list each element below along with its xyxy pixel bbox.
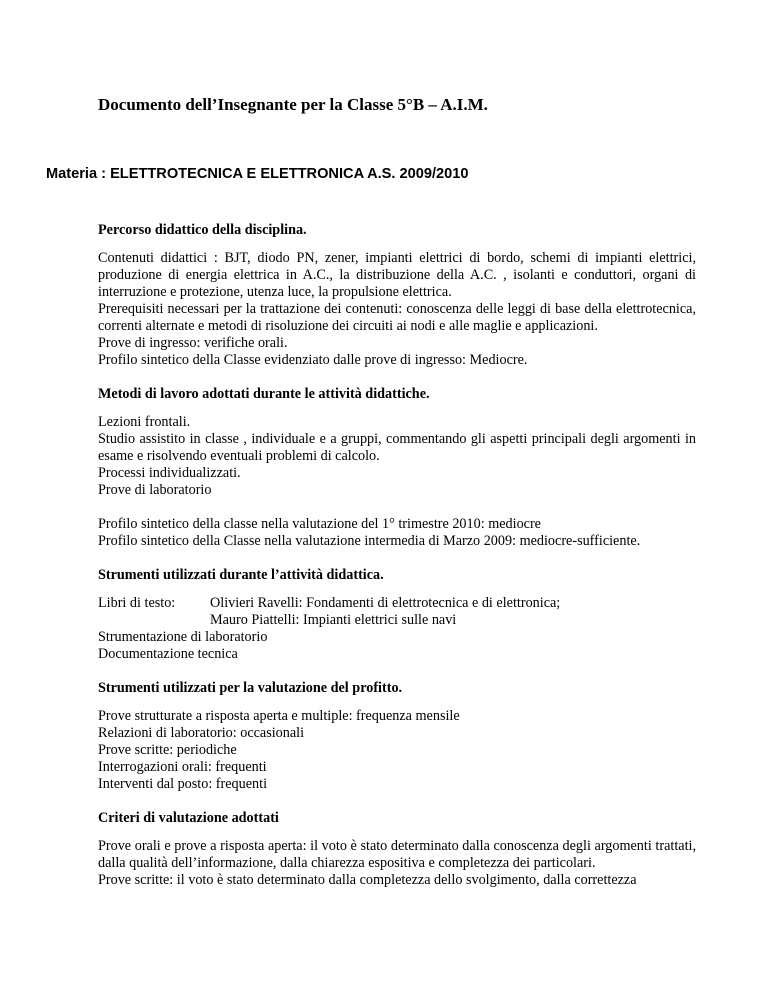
textbooks-block — [98, 595, 696, 629]
profilo-intermedia-line: Profilo sintetico della Classe nella valutazione intermedia di Marzo 2009: mediocre-sufficiente. — [98, 533, 641, 549]
documentazione-line: Documentazione tecnica — [98, 646, 238, 662]
prove-ingresso-line: Prove di ingresso: verifiche orali. — [98, 335, 288, 351]
section-valutazione — [98, 680, 696, 793]
lezioni-line: Lezioni frontali. — [98, 414, 191, 430]
textbook-item: Olivieri Ravelli: Fondamenti di elettrotecnica e di elettronica; — [210, 595, 561, 611]
document-body — [98, 222, 696, 889]
section-criteri — [98, 810, 696, 889]
valutazione-item: Prove strutturate a risposta aperta e multiple: frequenza mensile — [98, 708, 460, 724]
valutazione-item: Interventi dal posto: frequenti — [98, 776, 268, 792]
profilo-trimestre-line: Profilo sintetico della classe nella valutazione del 1° trimestre 2010: mediocre — [98, 516, 541, 532]
document-title: Documento dell’Insegnante per la Classe 5°B – A.I.M. — [98, 95, 488, 114]
section-strumenti — [98, 567, 696, 663]
section-percorso — [98, 222, 696, 369]
subject-heading: Materia : ELETTROTECNICA E ELETTRONICA A.S. 2009/2010 — [46, 166, 469, 182]
section-heading-metodi: Metodi di lavoro adottati durante le attività didattiche. — [98, 386, 430, 402]
section-heading-percorso: Percorso didattico della disciplina. — [98, 222, 307, 238]
profilo-ingresso-line: Profilo sintetico della Classe evidenziato dalle prove di ingresso: Mediocre. — [98, 352, 528, 368]
textbooks-list — [210, 595, 560, 629]
contenuti-paragraph: Contenuti didattici : BJT, diodo PN, zener, impianti elettrici di bordo, schemi di impianti elettrici, produzione di energia elettrica in A.C., la distribuzione della A.C. , isolanti e conduttori, organi di interruzione e protezione, utenza luce, la propulsione elettrica. — [98, 250, 696, 300]
valutazione-item: Prove scritte: periodiche — [98, 742, 237, 758]
valutazione-item: Relazioni di laboratorio: occasionali — [98, 725, 305, 741]
section-metodi — [98, 386, 696, 550]
prerequisiti-paragraph: Prerequisiti necessari per la trattazione dei contenuti: conoscenza delle leggi di base della elettrotecnica, correnti alternate e metodi di risoluzione dei circuiti ai nodi e alle maglie e applicazioni. — [98, 301, 696, 334]
section-heading-criteri: Criteri di valutazione adottati — [98, 810, 279, 826]
textbooks-label: Libri di testo: — [98, 595, 176, 611]
section-heading-strumenti: Strumenti utilizzati durante l’attività didattica. — [98, 567, 384, 583]
studio-paragraph: Studio assistito in classe , individuale e a gruppi, commentando gli aspetti principali degli argomenti in esame e risolvendo eventuali problemi di calcolo. — [98, 431, 696, 464]
prove-lab-line: Prove di laboratorio — [98, 482, 212, 498]
criteri-scritte-line: Prove scritte: il voto è stato determinato dalla completezza dello svolgimento, dalla correttezza — [98, 872, 637, 888]
section-heading-valutazione: Strumenti utilizzati per la valutazione del profitto. — [98, 680, 403, 696]
valutazione-item: Interrogazioni orali: frequenti — [98, 759, 267, 775]
textbook-item: Mauro Piattelli: Impianti elettrici sulle navi — [210, 612, 457, 628]
criteri-orali-paragraph: Prove orali e prove a risposta aperta: il voto è stato determinato dalla conoscenza degli argomenti trattati, dalla qualità dell’informazione, dalla chiarezza espositiva e completezza dei particolari. — [98, 838, 696, 871]
strumentazione-line: Strumentazione di laboratorio — [98, 629, 268, 645]
processi-line: Processi individualizzati. — [98, 465, 241, 481]
